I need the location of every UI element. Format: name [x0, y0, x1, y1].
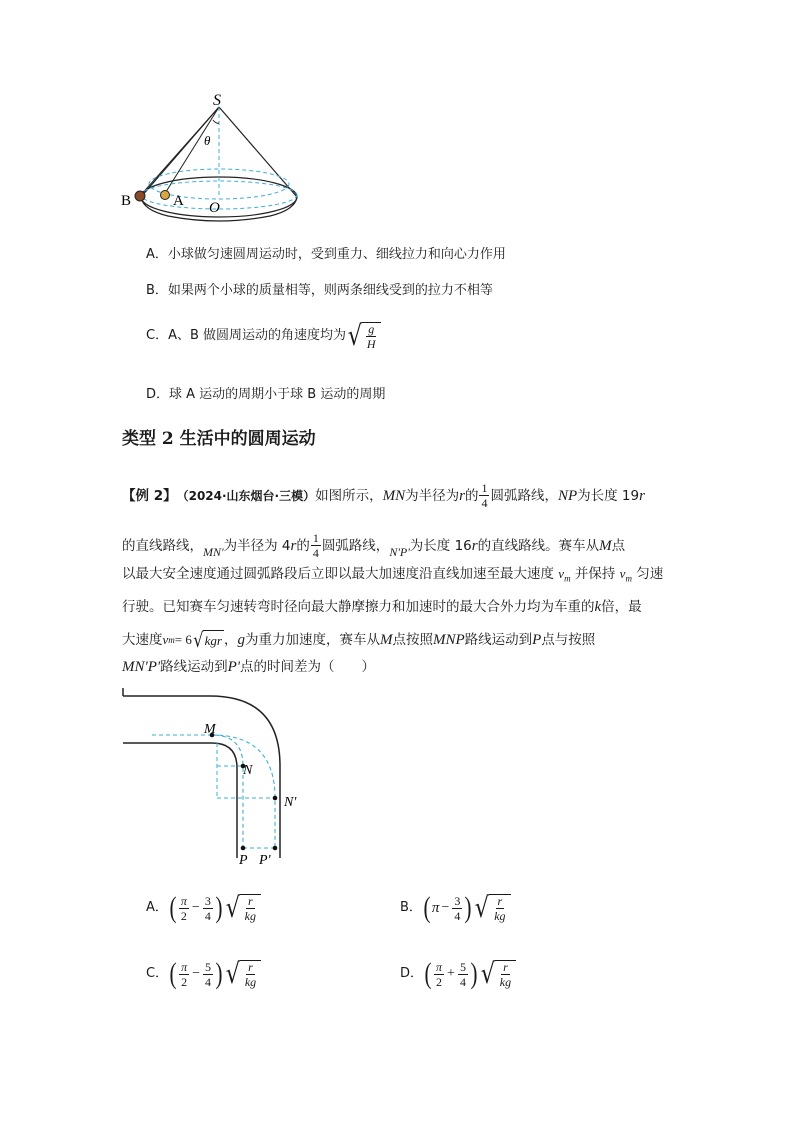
- ex2-text: ，: [223, 632, 238, 648]
- q2-option-d[interactable]: [400, 952, 516, 996]
- math-r: r: [290, 537, 297, 554]
- ex2-line-4: [122, 597, 642, 617]
- frac-num: r: [503, 960, 508, 974]
- frac-den: kg: [244, 909, 256, 923]
- math-m: M: [379, 632, 393, 648]
- frac-den: 4: [204, 908, 211, 923]
- frac-quarter: [479, 482, 489, 509]
- track-figure: [120, 688, 310, 868]
- math-pi: π: [431, 900, 440, 916]
- math-m: M: [599, 537, 612, 554]
- math-op: −: [191, 900, 200, 915]
- frac-num: π: [181, 959, 188, 974]
- frac-den: 4: [312, 546, 319, 560]
- math-p: P: [532, 632, 542, 648]
- math-mn: MN: [382, 487, 406, 504]
- ball-a: [161, 191, 170, 200]
- math-k: k: [594, 599, 602, 615]
- point-p-prime: [273, 846, 278, 851]
- q1-option-b[interactable]: [146, 282, 493, 300]
- q1-option-b-text: B．如果两个小球的质量相等，则两条细线受到的拉力不相等: [146, 283, 493, 298]
- frac-den: 4: [481, 496, 488, 510]
- path-mnp: [152, 735, 243, 848]
- label-p-prime: P': [259, 853, 271, 868]
- math-vm: v: [162, 632, 169, 647]
- math-eq: = 6: [174, 632, 192, 647]
- ex2-text: 行驶。已知赛车匀速转弯时径向最大静摩擦力和加速时的最大合外力均为车重的: [122, 599, 595, 615]
- q2-option-a-formula: ( $\frac{\pi}{2}$ − $\frac{3}{4}$ ) √ $\frac{r}{kg}$: [168, 893, 261, 923]
- frac-num: r: [497, 894, 503, 908]
- radicand-kgr: kgr: [203, 630, 224, 651]
- frac-num: 5: [205, 959, 211, 974]
- track-inner-edge: [123, 743, 237, 858]
- ex2-text: 大速度: [122, 632, 163, 648]
- q2-option-b[interactable]: [400, 886, 511, 930]
- q2-option-d-formula: ( $\frac{\pi}{2}$ + $\frac{5}{4}$ ) √ $\frac{r}{kg}$: [423, 959, 516, 989]
- cone-side-right: [219, 107, 297, 197]
- frac-den-h: H: [366, 337, 376, 351]
- ex2-line-5: [122, 626, 595, 654]
- ex2-line-2: [122, 532, 625, 559]
- math-np: NP: [557, 487, 578, 504]
- math-g: g: [237, 632, 245, 648]
- math-r: r: [471, 537, 478, 554]
- q2-option-c-formula: ( $\frac{\pi}{2}$ − $\frac{5}{4}$ ) √ $\frac{r}{kg}$: [168, 959, 261, 989]
- frac-num: r: [248, 894, 253, 908]
- q1-option-a[interactable]: [146, 246, 506, 264]
- math-vm: v: [558, 566, 565, 581]
- ex2-text: 的: [464, 487, 479, 504]
- frac-den: kg: [244, 975, 257, 989]
- frac-den: 2: [181, 974, 188, 989]
- ex2-text: 的直线路线，: [122, 537, 203, 554]
- math-vm: v: [619, 566, 626, 581]
- math-r: r: [639, 487, 645, 504]
- ex2-text: 为半径为: [405, 487, 460, 504]
- ex2-text: 倍，最: [601, 599, 642, 615]
- frac-num: π: [436, 959, 443, 974]
- math-r: r: [459, 487, 465, 504]
- frac-den: 4: [459, 974, 466, 989]
- math-op: +: [447, 966, 455, 981]
- sqrt-g-over-h: √ $\frac{g}{H}$: [346, 322, 381, 350]
- ex2-text: 点按照: [392, 632, 433, 648]
- label-a: A: [173, 193, 184, 209]
- ex2-text: 路线运动到: [160, 659, 228, 675]
- math-np-prime: N'P': [389, 544, 410, 559]
- ex2-text: 为长度 19: [577, 487, 640, 504]
- ex2-tag: 【例 2】: [122, 487, 177, 504]
- label-b: B: [121, 193, 132, 209]
- frac-num: 3: [454, 893, 461, 908]
- frac-num: 1: [312, 531, 319, 545]
- ex2-text: 的: [296, 537, 310, 554]
- q2-option-b-formula: ( π − $\frac{3}{4}$ ) √ $\frac{r}{kg}$: [422, 893, 511, 923]
- theta-arc: [213, 120, 219, 123]
- ex2-line-3: [122, 564, 663, 589]
- ex2-text: 如图所示，: [315, 487, 383, 504]
- frac-quarter-2: [311, 532, 321, 559]
- label-n: N: [243, 763, 253, 778]
- q2-option-a[interactable]: [146, 886, 261, 930]
- math-mn-p-prime: MN'P': [122, 659, 161, 675]
- ex2-source: （2024·山东烟台·三模）: [176, 488, 316, 503]
- ex2-line-6: [122, 657, 375, 677]
- q1-option-d[interactable]: [146, 386, 385, 404]
- label-n-prime: N': [284, 795, 297, 810]
- point-n-prime: [273, 796, 278, 801]
- math-p-prime: P': [227, 659, 240, 675]
- frac-num: 5: [459, 959, 466, 974]
- q1-option-c[interactable]: [146, 319, 381, 352]
- q2-option-b-letter: B．: [400, 900, 422, 915]
- ex2-text: 匀速: [636, 566, 664, 582]
- q1-option-d-text: D．球 A 运动的周期小于球 B 运动的周期: [146, 387, 386, 402]
- frac-den: kg: [499, 975, 512, 989]
- ex2-text: 点的时间差为（ ）: [239, 659, 375, 675]
- math-mn-prime: MN': [203, 544, 224, 559]
- ex2-text: 圆弧路线，: [321, 537, 390, 554]
- frac-den: 2: [436, 974, 443, 989]
- q2-option-c[interactable]: [146, 952, 261, 996]
- q1-option-a-text: A．小球做匀速圆周运动时，受到重力、细线拉力和向心力作用: [146, 247, 506, 262]
- string-a: [164, 107, 219, 195]
- label-s: S: [213, 92, 221, 109]
- frac-num: 3: [204, 893, 211, 908]
- label-o: O: [209, 200, 220, 216]
- ball-b: [135, 191, 145, 201]
- ex2-text: 的直线路线。赛车从: [477, 537, 600, 554]
- frac-num: π: [180, 893, 187, 908]
- ex2-text: 以最大安全速度通过圆弧路段后立即以最大加速度沿直线加速至最大速度: [122, 566, 554, 582]
- math-op: −: [441, 900, 450, 915]
- cone-figure: [118, 92, 308, 222]
- label-theta: θ: [204, 133, 211, 148]
- math-mnp: MNP: [432, 632, 465, 648]
- math-op: −: [192, 966, 200, 981]
- frac-den: kg: [494, 909, 506, 923]
- frac-num: r: [248, 960, 253, 974]
- label-p: P: [239, 853, 248, 868]
- ex2-text: 为重力加速度，赛车从: [244, 632, 380, 648]
- point-p: [241, 846, 246, 851]
- q2-option-c-letter: C．: [146, 966, 169, 981]
- frac-den: 4: [454, 908, 461, 923]
- math-sub-m: m: [564, 573, 571, 584]
- ex2-text: 并保持: [574, 566, 616, 582]
- q1-option-c-text: C．A、B 做圆周运动的角速度均为: [146, 328, 347, 343]
- ex2-text: 圆弧路线，: [490, 487, 558, 504]
- ex2-text: 为半径为 4: [223, 537, 291, 554]
- frac-num-g: g: [368, 322, 375, 336]
- frac-den: 2: [180, 908, 187, 923]
- math-sub-m: m: [625, 573, 632, 584]
- math-sub-m: m: [168, 635, 175, 645]
- label-m: M: [204, 722, 216, 737]
- q2-option-a-letter: A．: [146, 900, 168, 915]
- ex2-text: 点: [611, 537, 626, 554]
- ex2-text: 点与按照: [541, 632, 596, 648]
- frac-num: 1: [481, 481, 488, 495]
- q2-option-d-letter: D．: [400, 966, 424, 981]
- ex2-text: 为长度 16: [409, 537, 472, 554]
- ex2-text: 路线运动到: [464, 632, 533, 648]
- section-title: 类型 2 生活中的圆周运动: [122, 429, 316, 449]
- sqrt-kgr: √ kgr: [193, 628, 222, 652]
- track-outer-edge: [123, 696, 280, 858]
- frac-den: 4: [205, 974, 211, 989]
- ex2-line-1: [122, 482, 645, 509]
